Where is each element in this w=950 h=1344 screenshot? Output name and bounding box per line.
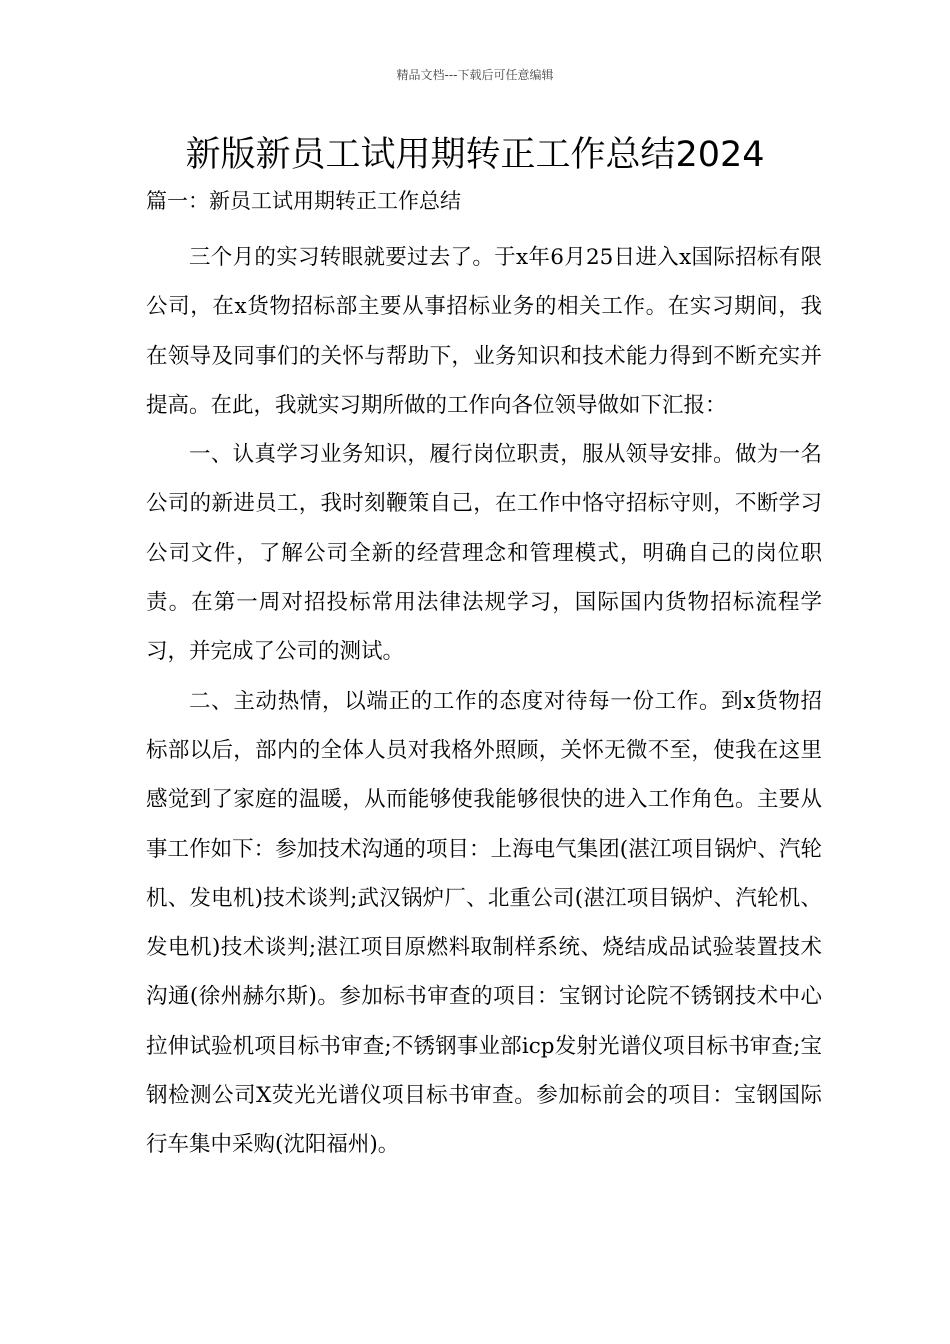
- page-header: 精品文档---下载后可任意编辑: [396, 68, 554, 82]
- paragraph-3: 二、主动热情，以端正的工作的态度对待每一份工作。到x货物招标部以后，部内的全体人员对我格外照顾，关怀无微不至，使我在这里感觉到了家庭的温暖，从而能够使我能够很快的进入工作角色。主要从事工作如下：参加技术沟通的项目：上海电气集团(湛江项目锅炉、汽轮机、发电机)技术谈判;武汉锅炉厂、北重公司(湛江项目锅炉、汽轮机、发电机)技术谈判;湛江项目原燃料取制样系统、烧结成品试验装置技术沟通(徐州赫尔斯)。参加标书审查的项目：宝钢讨论院不锈钢技术中心拉伸试验机项目标书审查;不锈钢事业部icp发射光谱仪项目标书审查;宝钢检测公司X荧光光谱仪项目标书审查。参加标前会的项目：宝钢国际行车集中采购(沈阳福州)。: [146, 688, 822, 1158]
- paragraph-1: 三个月的实习转眼就要过去了。于x年6月25日进入x国际招标有限公司，在x货物招标部主要从事招标业务的相关工作。在实习期间，我在领导及同事们的关怀与帮助下，业务知识和技术能力得到不断充实并提高。在此，我就实习期所做的工作向各位领导做如下汇报：: [146, 245, 822, 418]
- document-subtitle: 篇一：新员工试用期转正工作总结: [146, 189, 461, 213]
- document-body: [146, 233, 822, 1170]
- paragraph-2: 一、认真学习业务知识，履行岗位职责，服从领导安排。做为一名公司的新进员工，我时刻鞭策自己，在工作中恪守招标守则，不断学习公司文件，了解公司全新的经营理念和管理模式，明确自己的岗位职责。在第一周对招投标常用法律法规学习，国际国内货物招标流程学习，并完成了公司的测试。: [146, 442, 822, 665]
- document-title: 新版新员工试用期转正工作总结2024: [185, 135, 765, 175]
